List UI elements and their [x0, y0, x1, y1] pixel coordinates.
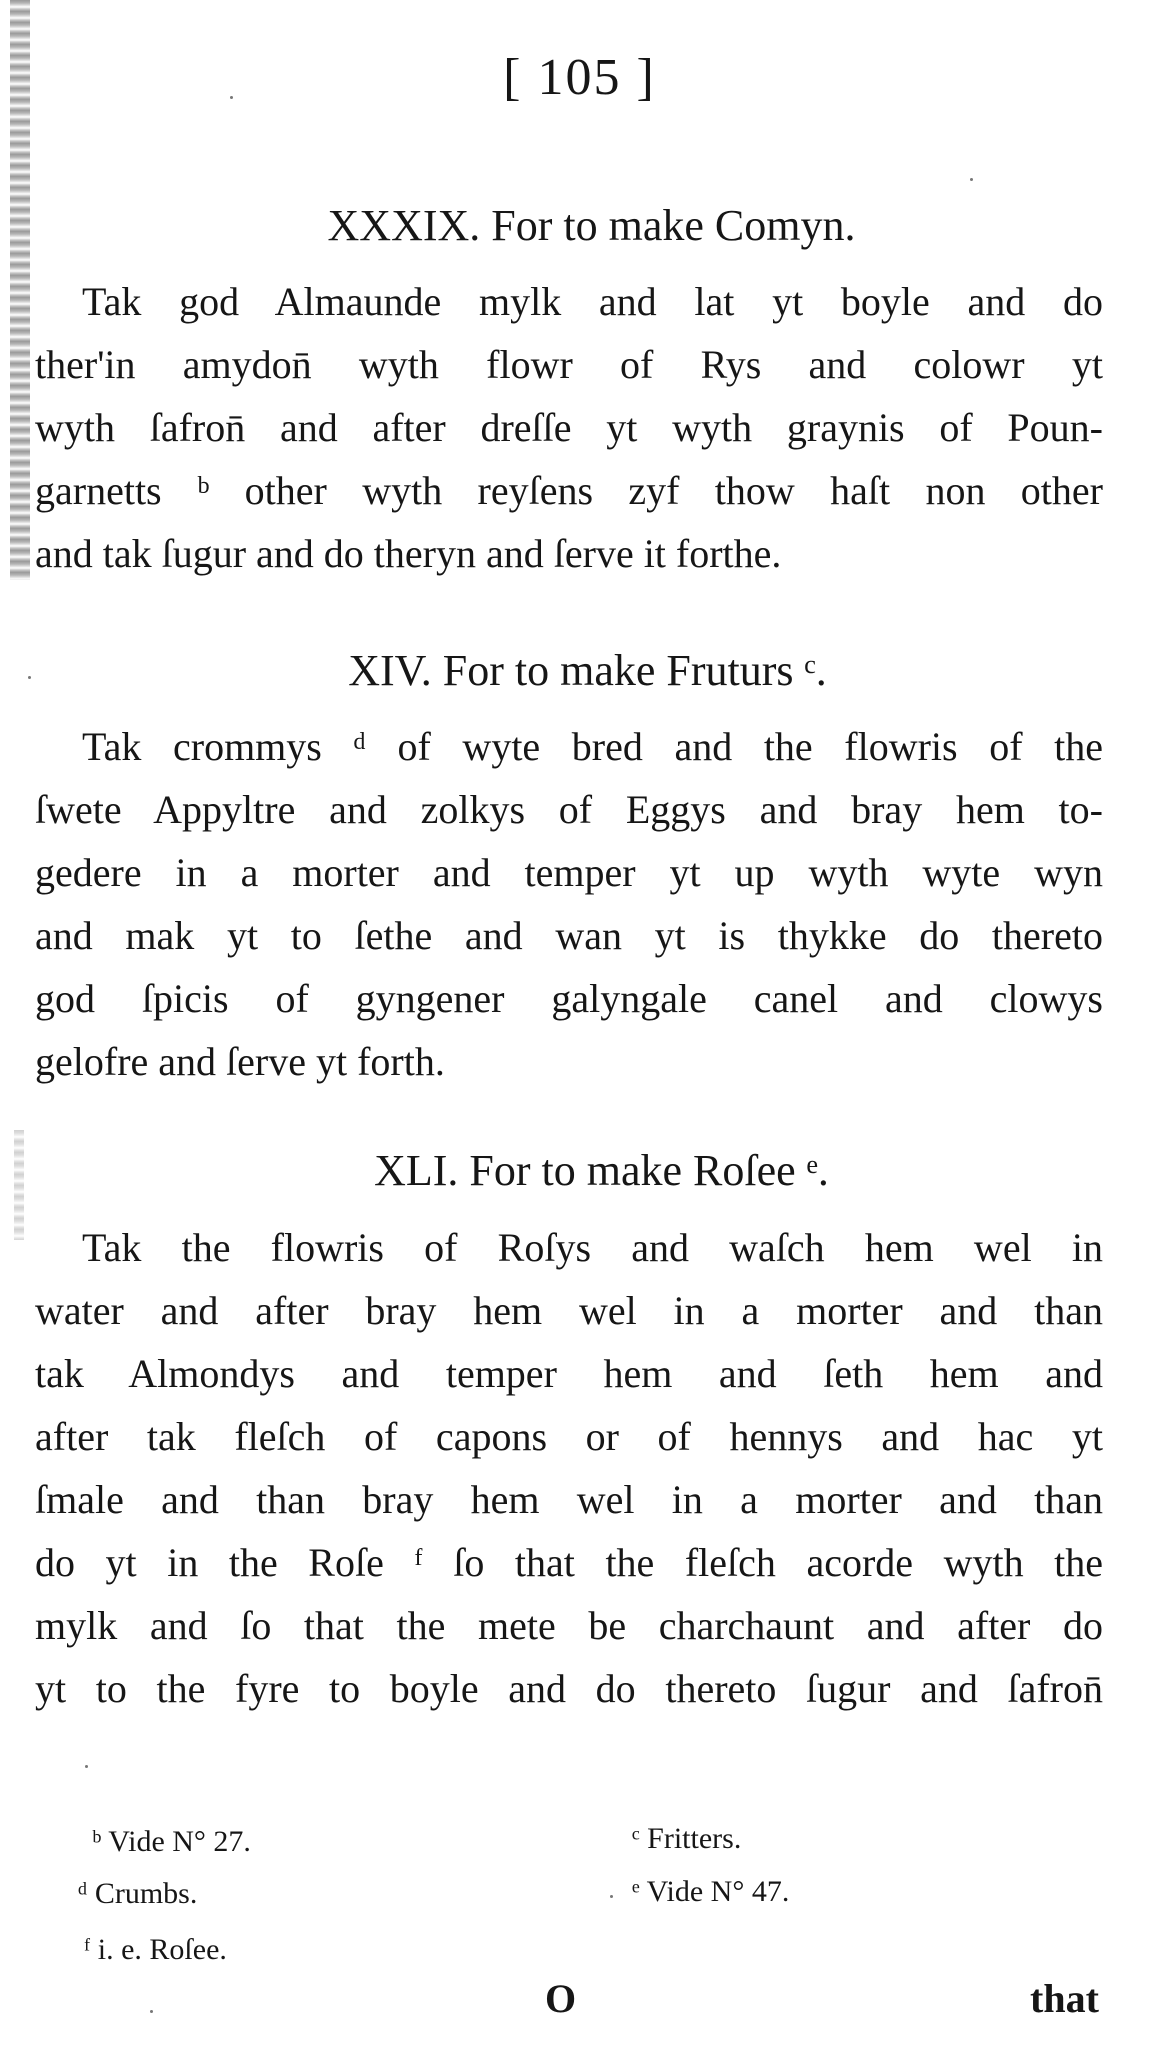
page-number: [ 105 ] — [503, 49, 656, 106]
footnote-d: ᵈ Crumbs. — [78, 1877, 198, 1910]
text-line: garnetts ᵇ other wyth reyſens zyf thow haſt non other — [35, 468, 1103, 513]
text-line: gelofre and ſerve yt forth. — [35, 1039, 445, 1084]
text-line: do yt in the Roſe ᶠ ſo that the fleſch acorde wyth the — [35, 1540, 1103, 1585]
text-line: gedere in a morter and temper yt up wyth wyte wyn — [35, 850, 1103, 895]
text-line: yt to the fyre to boyle and do thereto ſugur and ſafron̄ — [35, 1666, 1103, 1711]
text-line: god ſpicis of gyngener galyngale canel and clowys — [35, 976, 1103, 1021]
footnote-e: ᵉ Vide N° 47. — [632, 1875, 790, 1908]
text-line: Tak the flowris of Roſys and waſch hem wel in — [82, 1225, 1103, 1270]
catchword-next: that — [1030, 1976, 1099, 2021]
section-heading-fruturs: XIV. For to make Fruturs ᶜ. — [348, 646, 827, 695]
text-line: ſmale and than bray hem wel in a morter and than — [35, 1477, 1103, 1522]
text-line: ſwete Appyltre and zolkys of Eggys and bray hem to- — [35, 787, 1103, 832]
text-line: wyth ſafron̄ and after dreſſe yt wyth graynis of Poun- — [35, 405, 1103, 450]
section-heading-rosee: XLI. For to make Roſee ᵉ. — [374, 1146, 829, 1195]
text-line: after tak fleſch of capons or of hennys and hac yt — [35, 1414, 1103, 1459]
ink-speck — [150, 2010, 153, 2013]
text-line: and tak ſugur and do theryn and ſerve it forthe. — [35, 531, 782, 576]
section-heading-comyn: XXXIX. For to make Comyn. — [327, 201, 856, 250]
signature-mark: O — [545, 1976, 577, 2021]
text-line: Tak crommys ᵈ of wyte bred and the flowris of the — [82, 724, 1103, 769]
ink-speck — [28, 676, 31, 679]
text-line: and mak yt to ſethe and wan yt is thykke do thereto — [35, 913, 1103, 958]
footnote-c: ᶜ Fritters. — [632, 1822, 742, 1855]
text-line: ther'in amydon̄ wyth flowr of Rys and colowr yt — [35, 342, 1103, 387]
footnote-b: ᵇ Vide N° 27. — [92, 1825, 251, 1858]
ink-speck — [970, 178, 973, 181]
ink-speck — [610, 1895, 613, 1898]
text-line: mylk and ſo that the mete be charchaunt and after do — [35, 1603, 1103, 1648]
text-line: water and after bray hem wel in a morter and than — [35, 1288, 1103, 1333]
ink-speck — [85, 1765, 88, 1768]
ink-speck — [230, 96, 233, 99]
footnote-f: ᶠ i. e. Roſee. — [84, 1933, 227, 1966]
text-line: Tak god Almaunde mylk and lat yt boyle and do — [82, 279, 1103, 324]
text-line: tak Almondys and temper hem and ſeth hem and — [35, 1351, 1103, 1396]
